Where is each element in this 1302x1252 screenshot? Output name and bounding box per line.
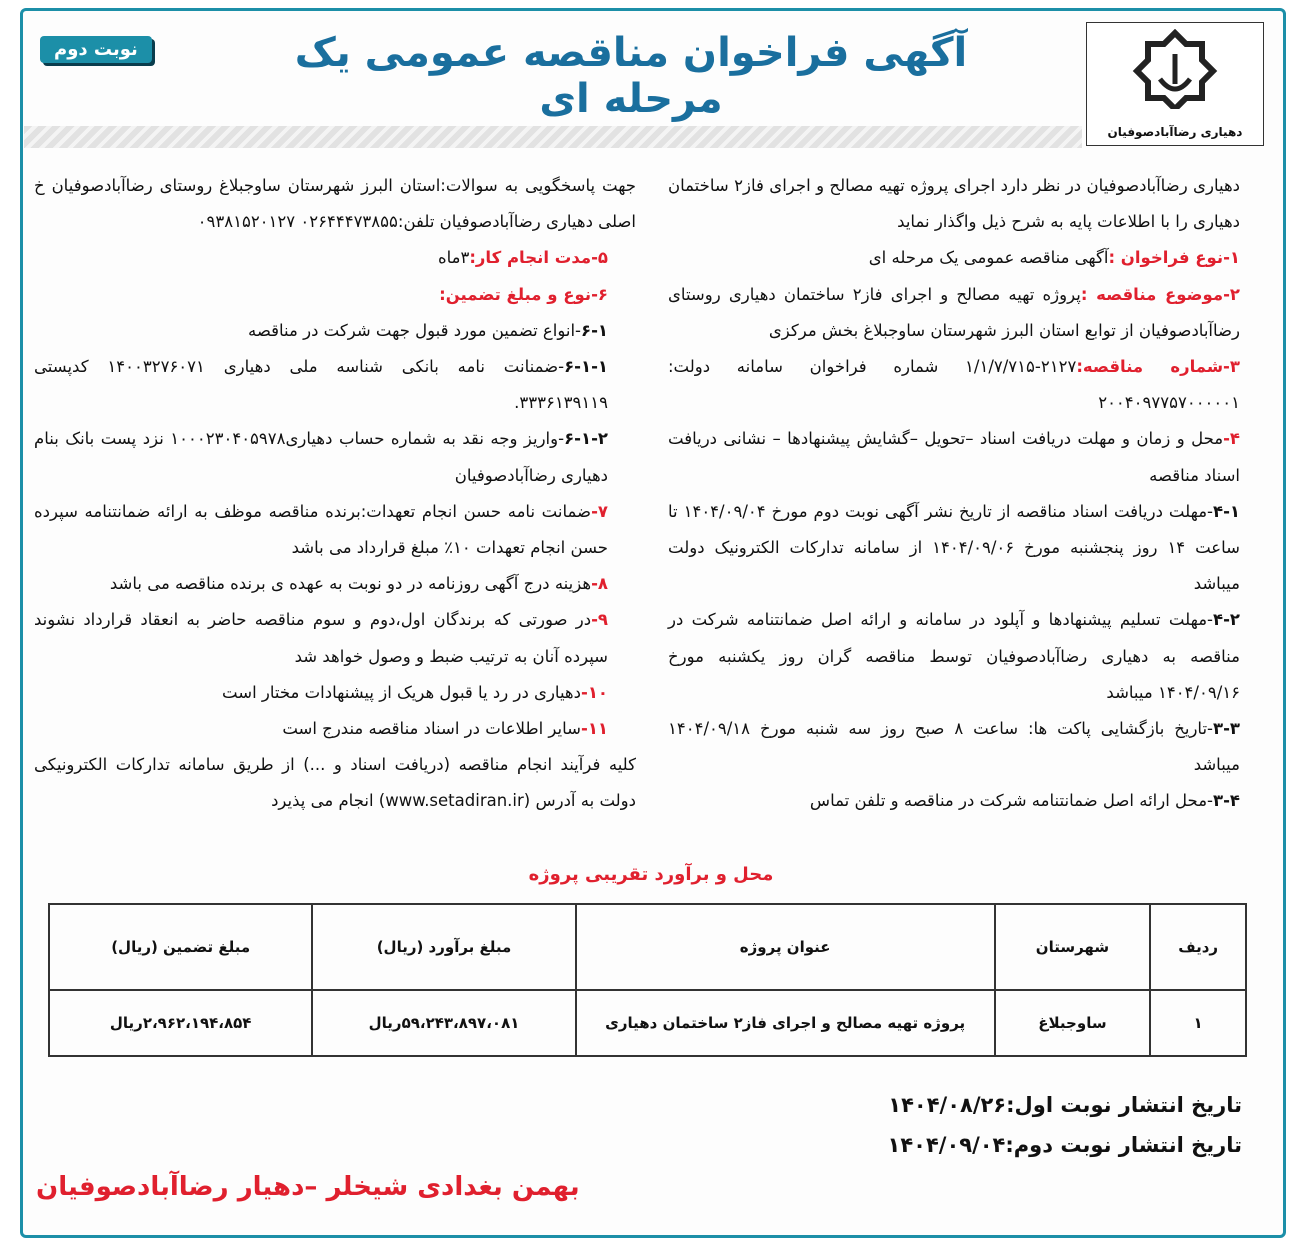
item-4-1 [668, 494, 1268, 603]
item-text: پروژه تهیه مصالح و اجرای فاز۲ ساختمان دهیاری روستای رضاآبادصوفیان از توابع استان البرز شهرستان ساوجبلاغ بخش مرکزی [668, 284, 1240, 340]
item-label: ۳-شماره مناقصه: [1076, 357, 1240, 377]
second-publication-date: تاریخ انتشار نوبت دوم:۱۴۰۴/۰۹/۰۴ [887, 1133, 1242, 1157]
publication-badge: نوبت دوم [40, 36, 152, 63]
item-text: -ضمنانت نامه بانکی شناسه ملی دهیاری ۱۴۰۰۳۲۷۶۰۷۱ کدپستی ۳۳۳۶۱۳۹۱۱۹. [34, 357, 608, 413]
table-cell: ۲،۹۶۲،۱۹۴،۸۵۴ریال [49, 990, 312, 1056]
item-10 [34, 675, 636, 711]
item-label: ۴-۱ [1213, 501, 1240, 521]
column-header: مبلغ برآورد (ریال) [312, 904, 575, 990]
item-text: ضمانت نامه حسن انجام تعهدات:برنده مناقصه موظف به ارائه ضمانتنامه سپرده حسن انجام تعهدات ۱۰٪ مبلغ قرارداد می باشد [34, 501, 608, 558]
item-8 [34, 566, 636, 602]
item-label: ۶-۱ [581, 320, 608, 340]
intro-text: دهیاری رضاآبادصوفیان در نظر دارد اجرای پروژه تهیه مصالح و اجرای فاز۲ ساختمان دهیاری را با اطلاعات پایه به شرح ذیل واگذار نماید [668, 176, 1240, 232]
item-4 [668, 421, 1268, 493]
item-text: -تاریخ بازگشایی پاکت ها: ساعت ۸ صبح روز سه شنبه مورخ ۱۴۰۴/۰۹/۱۸ میباشد [668, 719, 1240, 775]
dehyari-emblem-icon [1130, 29, 1220, 109]
item-text: -مهلت دریافت اسناد مناقصه از تاریخ نشر آگهی نوبت دوم مورخ ۱۴۰۴/۰۹/۰۴ تا ساعت ۱۴ روز پنجشنبه مورخ ۱۴۰۴/۰۹/۰۶ از سامانه تدارکات الکترونیک دولت میباشد [668, 501, 1240, 594]
item-label: ۱۰- [580, 682, 608, 702]
table-row [49, 990, 1246, 1056]
item-label: ۶-۱-۲ [564, 429, 608, 449]
table-cell: ۱ [1150, 990, 1246, 1056]
item-5 [34, 240, 636, 276]
item-label: ۸- [591, 574, 608, 594]
item-text: در صورتی که برندگان اول،دوم و سوم مناقصه حاضر به انعقاد قرارداد نشوند سپرده آنان به ترتیب ضبط و وصول خواهد شد [34, 610, 608, 666]
item-6 [34, 277, 636, 313]
item-9 [34, 602, 636, 674]
divider-band [24, 126, 1082, 148]
item-label: ۱۱- [580, 719, 608, 739]
page-title: آگهی فراخوان مناقصه عمومی یک مرحله ای [294, 30, 968, 122]
item-6-1-1 [34, 349, 636, 421]
item-label: ۶-۱-۱ [564, 357, 608, 377]
table-cell: پروژه تهیه مصالح و اجرای فاز۲ ساختمان دهیاری [576, 990, 995, 1056]
column-header: ردیف [1150, 904, 1246, 990]
item-label: ۴- [1223, 429, 1240, 449]
project-table [48, 903, 1247, 1057]
item-label: ۷- [591, 501, 608, 521]
table-header-row [49, 904, 1246, 990]
item-text: سایر اطلاعات در اسناد مناقصه مندرج است [282, 719, 581, 739]
logo-caption: دهیاری رضاآبادصوفیان [1107, 125, 1243, 139]
item-label: ۴-۲ [1213, 610, 1240, 630]
table-cell: ساوجبلاغ [995, 990, 1151, 1056]
item-4-2 [668, 602, 1268, 711]
column-header: عنوان پروژه [576, 904, 995, 990]
item-text: آگهی مناقصه عمومی یک مرحله ای [868, 248, 1109, 268]
item-label: ۳-۴ [1213, 791, 1240, 811]
item-text: هزینه درج آگهی روزنامه در دو نوبت به عهده ی برنده مناقصه می باشد [109, 574, 592, 594]
item-label: ۶-نوع و مبلغ تضمین: [439, 284, 608, 304]
item-text: ۲۱۲۷-۱/۱/۷/۷۱۵ شماره فراخوان سامانه دولت: ۲۰۰۴۰۹۷۷۵۷۰۰۰۰۰۱ [668, 357, 1240, 413]
first-publication-date: تاریخ انتشار نوبت اول:۱۴۰۴/۰۸/۲۶ [888, 1093, 1242, 1117]
item-text: ۳ماه [437, 248, 470, 268]
logo [1086, 22, 1264, 146]
item-11 [34, 711, 636, 747]
closing-text: کلیه فرآیند انجام مناقصه (دریافت اسناد و ...) از طریق سامانه تدارکات الکترونیکی دولت به آدرس (www.setadiran.ir) انجام می پذیرد [34, 755, 636, 811]
left-column [34, 168, 636, 820]
item-4-3 [668, 711, 1268, 783]
signature: بهمن بغدادی شیخلر –دهیار رضاآبادصوفیان [36, 1172, 580, 1202]
column-header: مبلغ تضمین (ریال) [49, 904, 312, 990]
contact-text: جهت پاسخگویی به سوالات:استان البرز شهرستان ساوجبلاغ روستای رضاآبادصوفیان خ اصلی دهیاری رضاآبادصوفیان تلفن:۰۲۶۴۴۴۷۳۸۵۵ ۰۹۳۸۱۵۲۰۱۲۷ [34, 176, 636, 232]
item-1 [668, 240, 1268, 276]
item-text: دهیاری در رد یا قبول هریک از پیشنهادات مختار است [222, 682, 581, 702]
table-caption: محل و برآورد تقریبی پروژه [528, 864, 774, 885]
right-column [668, 168, 1268, 820]
item-label: ۱-نوع فراخوان : [1108, 248, 1240, 268]
item-label: ۹- [591, 610, 608, 630]
item-text: -محل ارائه اصل ضمانتنامه شرکت در مناقصه و تلفن تماس [809, 791, 1213, 811]
item-label: ۲-موضوع مناقصه : [1080, 284, 1240, 304]
item-text: -مهلت تسلیم پیشنهادها و آپلود در سامانه و ارائه اصل ضمانتنامه شرکت در مناقصه به دهیاری رضاآبادصوفیان توسط مناقصه گران روز یکشنبه مورخ ۱۴۰۴/۰۹/۱۶ میباشد [668, 610, 1240, 702]
table-cell: ۵۹،۲۴۳،۸۹۷،۰۸۱ریال [312, 990, 575, 1056]
item-text: -انواع تضمین مورد قبول جهت شرکت در مناقصه [247, 320, 581, 340]
item-6-1-2 [34, 421, 636, 493]
item-text: محل و زمان و مهلت دریافت اسناد –تحویل –گشایش پیشنهادها – نشانی دریافت اسناد مناقصه [668, 429, 1240, 485]
column-header: شهرستان [995, 904, 1151, 990]
item-2 [668, 277, 1268, 349]
item-7 [34, 494, 636, 566]
item-6-1 [34, 313, 636, 349]
item-4-4 [668, 783, 1268, 819]
item-3 [668, 349, 1268, 421]
publication-dates [888, 1085, 1243, 1165]
item-label: ۵-مدت انجام کار: [469, 248, 608, 268]
item-label: ۳-۳ [1213, 719, 1240, 739]
item-text: -واریز وجه نقد به شماره حساب دهیاری۱۰۰۰۲۳۰۴۰۵۹۷۸ نزد پست بانک بنام دهیاری رضاآبادصوفیان [34, 429, 608, 485]
